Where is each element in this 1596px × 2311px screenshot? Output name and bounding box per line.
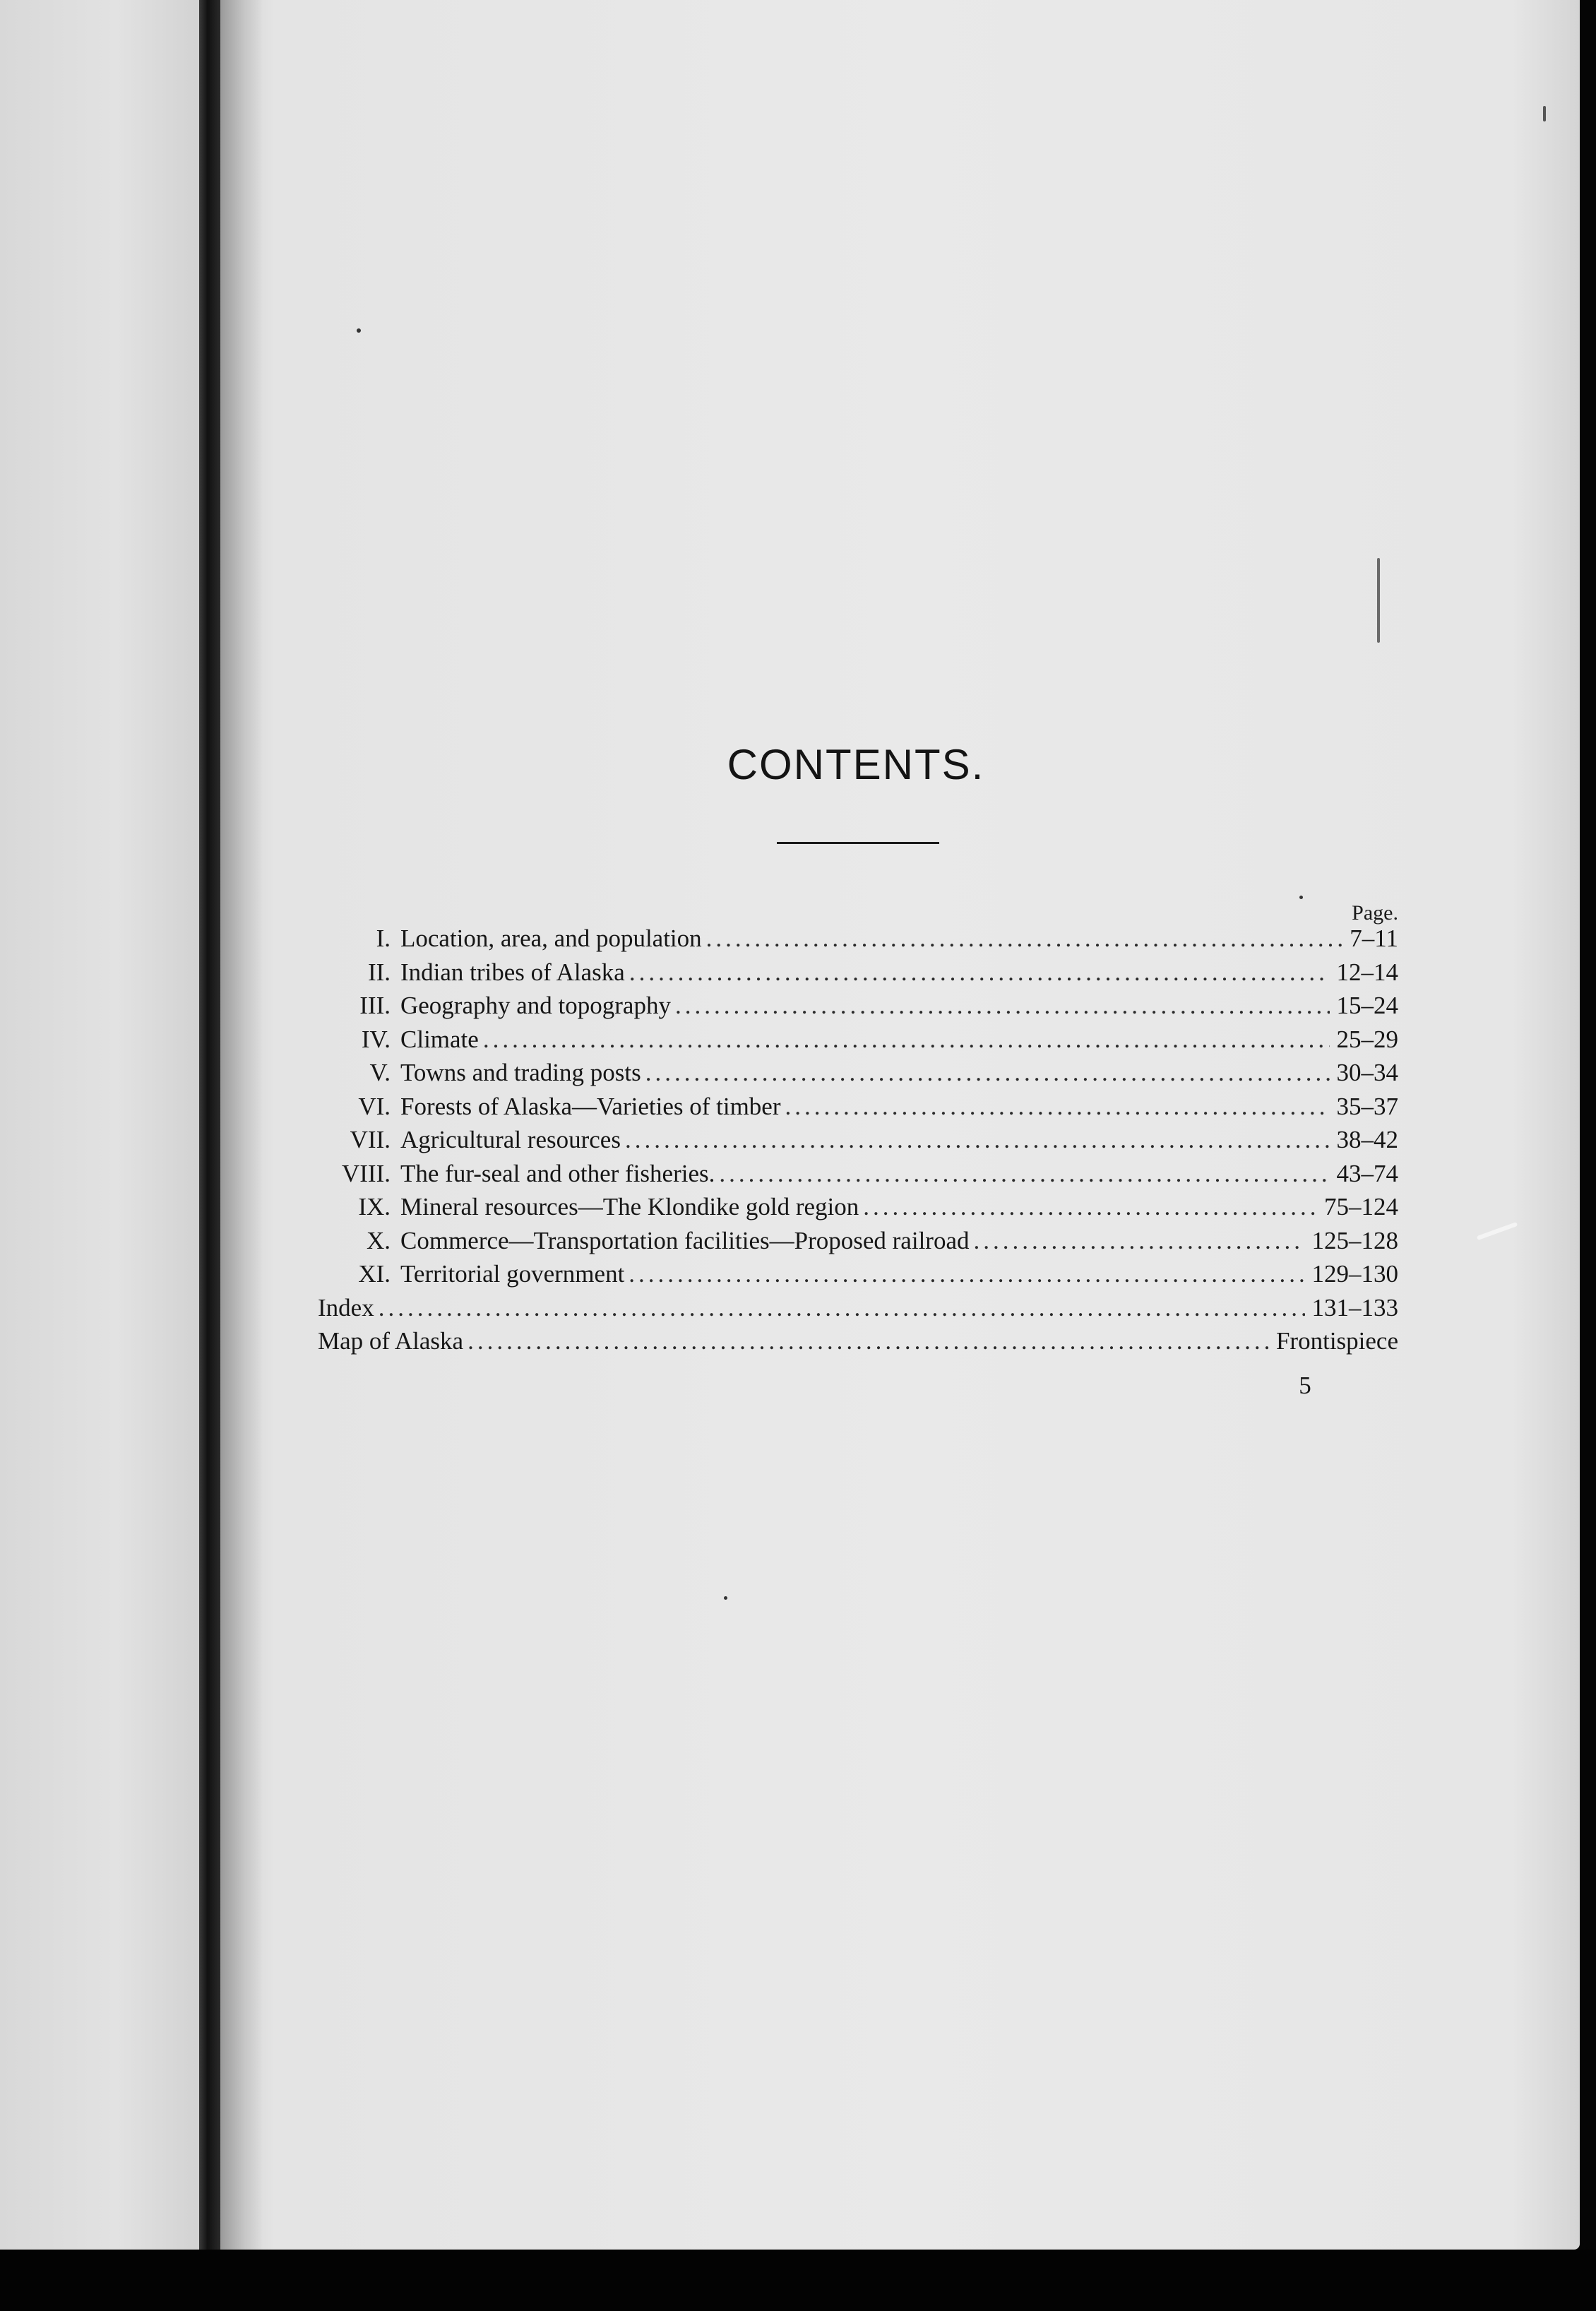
- page-number: 5: [1299, 1372, 1311, 1399]
- toc-extra-entry: [318, 1324, 1398, 1358]
- left-page-edge: [0, 0, 212, 2250]
- heading-rule: [777, 842, 939, 844]
- page-range: 30–34: [1336, 1059, 1398, 1086]
- toc-entry: [318, 1123, 1398, 1157]
- dot-leader: [483, 1023, 1330, 1057]
- chapter-number: IV.: [361, 1025, 391, 1053]
- chapter-title: Forests of Alaska—Varieties of timber: [400, 1092, 781, 1120]
- toc-entry: [318, 956, 1398, 990]
- chapter-number: II.: [367, 958, 391, 986]
- chapter-number: X.: [366, 1226, 391, 1254]
- chapter-title: Geography and topography: [400, 992, 671, 1019]
- chapter-number: V.: [369, 1059, 391, 1086]
- chapter-number: VI.: [358, 1092, 391, 1120]
- chapter-title: Towns and trading posts: [400, 1059, 641, 1086]
- chapter-title: Agricultural resources: [400, 1126, 621, 1153]
- toc-extra-entry: [318, 1291, 1398, 1325]
- dot-leader: [379, 1291, 1305, 1325]
- chapter-title: Indian tribes of Alaska: [400, 958, 625, 986]
- scan-mark: [1543, 106, 1546, 121]
- toc-entry: [318, 1090, 1398, 1124]
- dot-leader: [468, 1324, 1269, 1358]
- toc-entry: [318, 1157, 1398, 1191]
- toc-entry: [318, 1023, 1398, 1057]
- dot-leader: [706, 922, 1343, 956]
- toc-entry: [318, 1257, 1398, 1291]
- chapter-title: Commerce—Transportation facilities—Proposed railroad: [400, 1226, 970, 1254]
- dot-leader: [625, 1123, 1330, 1157]
- chapter-title: Territorial government: [400, 1260, 625, 1288]
- dot-leader: [785, 1090, 1330, 1124]
- toc-entry: [318, 1190, 1398, 1224]
- chapter-number: IX.: [358, 1193, 391, 1220]
- dot-leader: [675, 989, 1330, 1023]
- page-range: Frontispiece: [1275, 1327, 1398, 1355]
- chapter-number: XI.: [358, 1260, 391, 1288]
- scan-speck: [1299, 896, 1303, 899]
- scan-bottom-edge: [0, 2250, 1596, 2311]
- gutter-shadow: [220, 0, 263, 2250]
- page-range: 35–37: [1336, 1092, 1398, 1120]
- page-range: 75–124: [1324, 1193, 1398, 1220]
- toc-entry: [318, 1224, 1398, 1258]
- chapter-title: Location, area, and population: [400, 925, 702, 952]
- extra-title: Index: [318, 1293, 374, 1321]
- extra-title: Map of Alaska: [318, 1327, 464, 1355]
- contents-heading: CONTENTS.: [727, 741, 985, 788]
- dot-leader: [645, 1056, 1330, 1090]
- page-range: 38–42: [1336, 1126, 1398, 1153]
- chapter-number: III.: [359, 992, 391, 1019]
- dot-leader: [629, 1257, 1304, 1291]
- chapter-number: I.: [376, 925, 391, 952]
- dot-leader: [719, 1157, 1329, 1191]
- chapter-title: The fur-seal and other fisheries.: [400, 1159, 715, 1187]
- dot-leader: [863, 1190, 1317, 1224]
- page-range: 43–74: [1336, 1159, 1398, 1187]
- scan-speck: [357, 328, 361, 333]
- page-range: 129–130: [1311, 1260, 1398, 1288]
- chapter-title: Climate: [400, 1025, 479, 1053]
- page-range: 7–11: [1350, 925, 1398, 952]
- toc-entry: [318, 1056, 1398, 1090]
- page-column-label: Page.: [1352, 901, 1398, 925]
- chapter-number: VII.: [350, 1126, 391, 1153]
- page-range: 25–29: [1336, 1025, 1398, 1053]
- scan-mark: [1377, 558, 1380, 643]
- scan-speck: [724, 1596, 727, 1600]
- table-of-contents: [318, 922, 1398, 1358]
- page-range: 125–128: [1311, 1226, 1398, 1254]
- chapter-number: VIII.: [342, 1159, 391, 1187]
- chapter-title: Mineral resources—The Klondike gold region: [400, 1193, 859, 1220]
- toc-entry: [318, 922, 1398, 956]
- page-range: 15–24: [1336, 992, 1398, 1019]
- dot-leader: [973, 1224, 1304, 1258]
- toc-entry: [318, 989, 1398, 1023]
- book-spine: [199, 0, 220, 2250]
- page-range: 131–133: [1311, 1293, 1398, 1321]
- dot-leader: [629, 956, 1330, 990]
- page-range: 12–14: [1336, 958, 1398, 986]
